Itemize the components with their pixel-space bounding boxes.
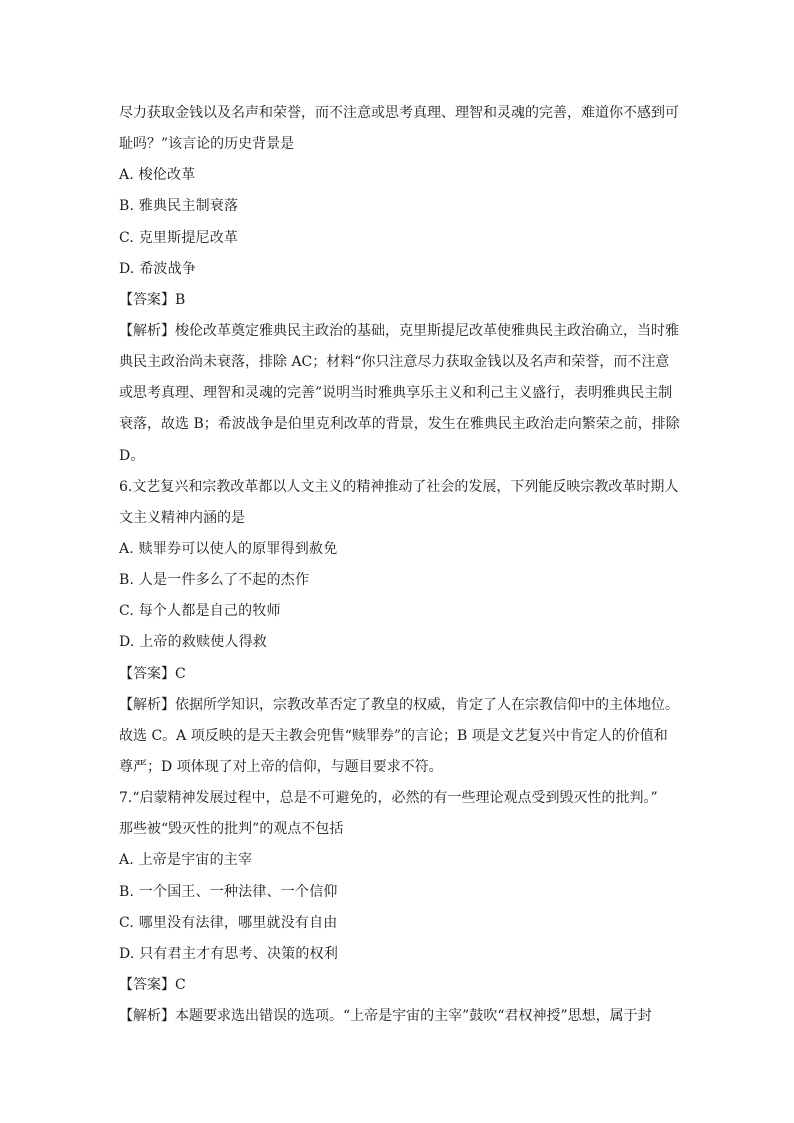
q6-analysis-line-2: 故选 C。A 项反映的是天主教会兜售“赎罪券”的言论；B 项是文艺复兴中肯定人的价值和 [119, 728, 668, 744]
q5-analysis-line-5: D。 [119, 448, 145, 464]
q5-analysis-line-3: 或思考真理、理智和灵魂的完善”说明当时雅典享乐主义和利己主义盛行，表明雅典民主制 [119, 385, 673, 401]
q7-stem-line-1: 7.“启蒙精神发展过程中，总是不可避免的，必然的有一些理论观点受到毁灭性的批判。” [119, 790, 658, 806]
q5-analysis-line-4: 衰落，故选 B；希波战争是伯里克利改革的背景，发生在雅典民主政治走向繁荣之前，排除 [119, 416, 680, 432]
q6-stem-line-1: 6.文艺复兴和宗教改革都以人文主义的精神推动了社会的发展，下列能反映宗教改革时期人 [119, 479, 679, 495]
q7-option-d: D. 只有君主才有思考、决策的权利 [119, 946, 339, 962]
q7-analysis-line-1: 【解析】本题要求选出错误的选项。“上帝是宇宙的主宰”鼓吹“君权神授”思想，属于封 [119, 1008, 652, 1024]
q6-answer: 【答案】C [119, 666, 186, 682]
q6-analysis-line-1: 【解析】依据所学知识，宗教改革否定了教皇的权威，肯定了人在宗教信仰中的主体地位。 [119, 697, 679, 713]
q7-option-a: A. 上帝是宇宙的主宰 [119, 852, 253, 868]
q5-option-c: C. 克里斯提尼改革 [119, 230, 239, 246]
q6-analysis-line-3: 尊严；D 项体现了对上帝的信仰，与题目要求不符。 [119, 759, 443, 775]
q6-option-c: C. 每个人都是自己的牧师 [119, 603, 281, 619]
q6-option-b: B. 人是一件多么了不起的杰作 [119, 572, 310, 588]
q5-option-b: B. 雅典民主制衰落 [119, 198, 239, 214]
q5-option-d: D. 希波战争 [119, 261, 197, 277]
q6-option-d: D. 上帝的救赎使人得救 [119, 634, 268, 650]
q7-option-c: C. 哪里没有法律，哪里就没有自由 [119, 915, 338, 931]
q5-option-a: A. 梭伦改革 [119, 167, 196, 183]
q7-option-b: B. 一个国王、一种法律、一个信仰 [119, 884, 338, 900]
q5-stem-line-2: 耻吗？”该言论的历史背景是 [119, 136, 295, 152]
q7-stem-line-2: 那些被“毁灭性的批判”的观点不包括 [119, 821, 344, 837]
q6-option-a: A. 赎罪券可以使人的原罪得到赦免 [119, 541, 338, 557]
q5-analysis-line-2: 典民主政治尚未衰落，排除 AC；材料“你只注意尽力获取金钱以及名声和荣誉，而不注意 [119, 354, 670, 370]
q5-analysis-line-1: 【解析】梭伦改革奠定雅典民主政治的基础，克里斯提尼改革使雅典民主政治确立，当时雅 [119, 323, 679, 339]
q6-stem-line-2: 文主义精神内涵的是 [119, 510, 245, 526]
q5-answer: 【答案】B [119, 292, 186, 308]
q5-stem-line-1: 尽力获取金钱以及名声和荣誉，而不注意或思考真理、理智和灵魂的完善，难道你不感到可 [119, 105, 679, 121]
q7-answer: 【答案】C [119, 977, 186, 993]
